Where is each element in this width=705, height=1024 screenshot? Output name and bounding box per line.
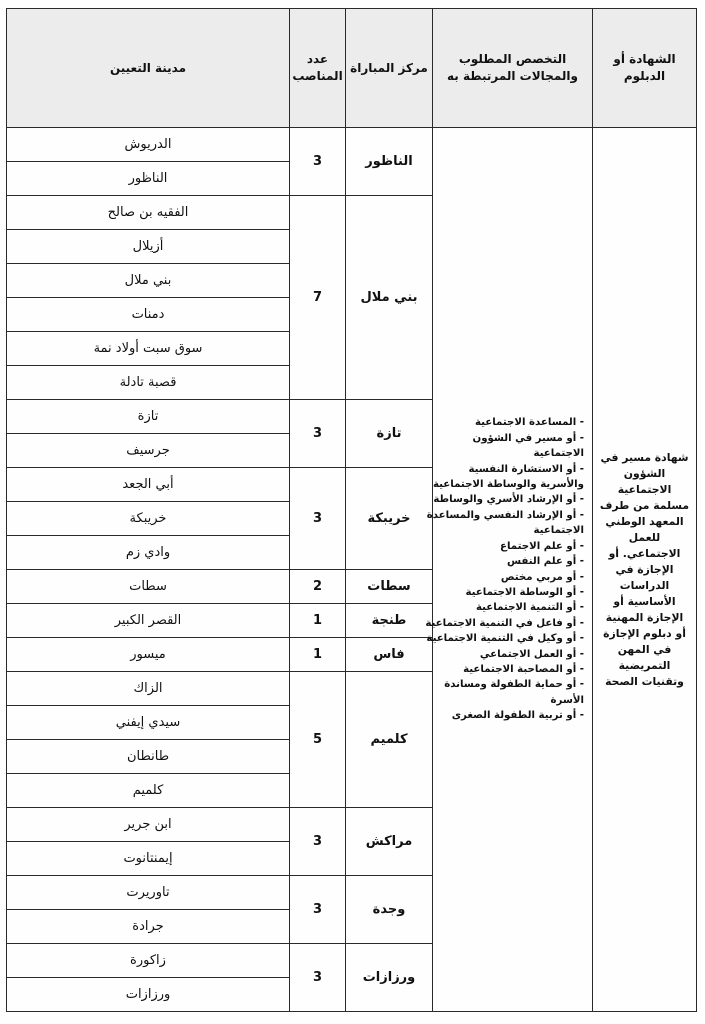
city-cell: ورزازات — [7, 978, 290, 1012]
exam-center-cell: ورزازات — [346, 944, 433, 1012]
exam-center-cell: الناظور — [346, 128, 433, 196]
positions-count-cell: 5 — [290, 672, 346, 808]
specialty-line: - أو فاعل في التنمية الاجتماعية — [425, 617, 584, 629]
specialty-line: - أو حماية الطفولة ومساندة — [444, 679, 584, 691]
city-cell: الدريوش — [7, 128, 290, 162]
city-cell: الناظور — [7, 162, 290, 196]
specialty-line: - أو الاستشارة النفسية — [468, 463, 584, 475]
city-cell: قصبة تادلة — [7, 366, 290, 400]
specialty-line: - أو تربية الطفولة الصغرى — [451, 710, 584, 722]
specialty-line: - أو التنمية الاجتماعية — [475, 602, 584, 614]
header-certificate: الشهادة أو الدبلوم — [593, 9, 697, 128]
certificate-cell: شهادة مسير في الشؤون الاجتماعية مسلمة من طرف المعهد الوطني للعمل الاجتماعي. أو الإجازة في الدراسات الأساسية أو الإجازة المهنية أو دبلوم الإجازة في المهن التمريضية وتقنيات الصحة — [593, 128, 697, 1012]
specialty-line: الاجتماعية — [533, 448, 584, 460]
city-cell: القصر الكبير — [7, 604, 290, 638]
city-cell: سوق سبت أولاد نمة — [7, 332, 290, 366]
city-cell: كلميم — [7, 774, 290, 808]
city-cell: جرسيف — [7, 434, 290, 468]
positions-count-cell: 7 — [290, 196, 346, 400]
specialty-line: - أو مسير في الشؤون — [472, 432, 584, 444]
header-row — [7, 9, 697, 128]
specialty-line: الأسرة — [550, 694, 584, 706]
city-cell: زاكورة — [7, 944, 290, 978]
exam-center-cell: كلميم — [346, 672, 433, 808]
specialty-line: - أو المصاحبة الاجتماعية — [463, 663, 584, 675]
specialty-line: - أو الوساطة الاجتماعية — [465, 586, 584, 598]
header-specialty: التخصص المطلوب والمجالات المرتبطة به — [433, 9, 593, 128]
header-positions: عدد المناصب — [290, 9, 346, 128]
exam-center-cell: وجدة — [346, 876, 433, 944]
specialty-line: - أو علم الاجتماع — [500, 540, 584, 552]
positions-count-cell: 3 — [290, 876, 346, 944]
positions-count-cell: 1 — [290, 604, 346, 638]
specialty-line: - أو علم النفس — [506, 556, 584, 568]
city-cell: ميسور — [7, 638, 290, 672]
exam-center-cell: خريبكة — [346, 468, 433, 570]
header-city: مدينة التعيين — [7, 9, 290, 128]
city-cell: أبي الجعد — [7, 468, 290, 502]
city-cell: خريبكة — [7, 502, 290, 536]
city-cell: تازة — [7, 400, 290, 434]
positions-count-cell: 3 — [290, 400, 346, 468]
specialty-line: الاجتماعية — [533, 525, 584, 537]
positions-count-cell: 3 — [290, 128, 346, 196]
positions-table — [6, 8, 697, 1012]
positions-count-cell: 1 — [290, 638, 346, 672]
specialty-line: - أو الإرشاد الأسري والوساطة — [433, 494, 584, 506]
city-cell: سيدي إيفني — [7, 706, 290, 740]
exam-center-cell: سطات — [346, 570, 433, 604]
specialty-line: - أو وكيل في التنمية الاجتماعية — [426, 633, 584, 645]
city-cell: أزيلال — [7, 230, 290, 264]
city-cell: ابن جرير — [7, 808, 290, 842]
city-cell: جرادة — [7, 910, 290, 944]
specialty-line: - أو العمل الاجتماعي — [479, 648, 584, 660]
city-cell: الزاك — [7, 672, 290, 706]
city-cell: سطات — [7, 570, 290, 604]
city-cell: طانطان — [7, 740, 290, 774]
header-center: مركز المباراة — [346, 9, 433, 128]
positions-count-cell: 3 — [290, 944, 346, 1012]
exam-center-cell: طنجة — [346, 604, 433, 638]
city-cell: تاوريرت — [7, 876, 290, 910]
specialty-line: والأسرية والوساطة الاجتماعية — [432, 479, 584, 491]
city-cell: بني ملال — [7, 264, 290, 298]
exam-center-cell: مراكش — [346, 808, 433, 876]
positions-count-cell: 3 — [290, 808, 346, 876]
exam-center-cell: تازة — [346, 400, 433, 468]
table-body — [7, 128, 697, 1012]
city-cell: وادي زم — [7, 536, 290, 570]
specialty-line: - أو مربي مختص — [500, 571, 584, 583]
positions-count-cell: 3 — [290, 468, 346, 570]
city-cell: الفقيه بن صالح — [7, 196, 290, 230]
specialty-line: - المساعدة الاجتماعية — [474, 417, 584, 429]
exam-center-cell: فاس — [346, 638, 433, 672]
specialty-line: - أو الإرشاد النفسي والمساعدة — [426, 509, 584, 521]
exam-center-cell: بني ملال — [346, 196, 433, 400]
city-cell: إيمنتانوت — [7, 842, 290, 876]
positions-count-cell: 2 — [290, 570, 346, 604]
specialty-cell — [425, 128, 593, 1012]
table-row — [7, 128, 697, 162]
city-cell: دمنات — [7, 298, 290, 332]
